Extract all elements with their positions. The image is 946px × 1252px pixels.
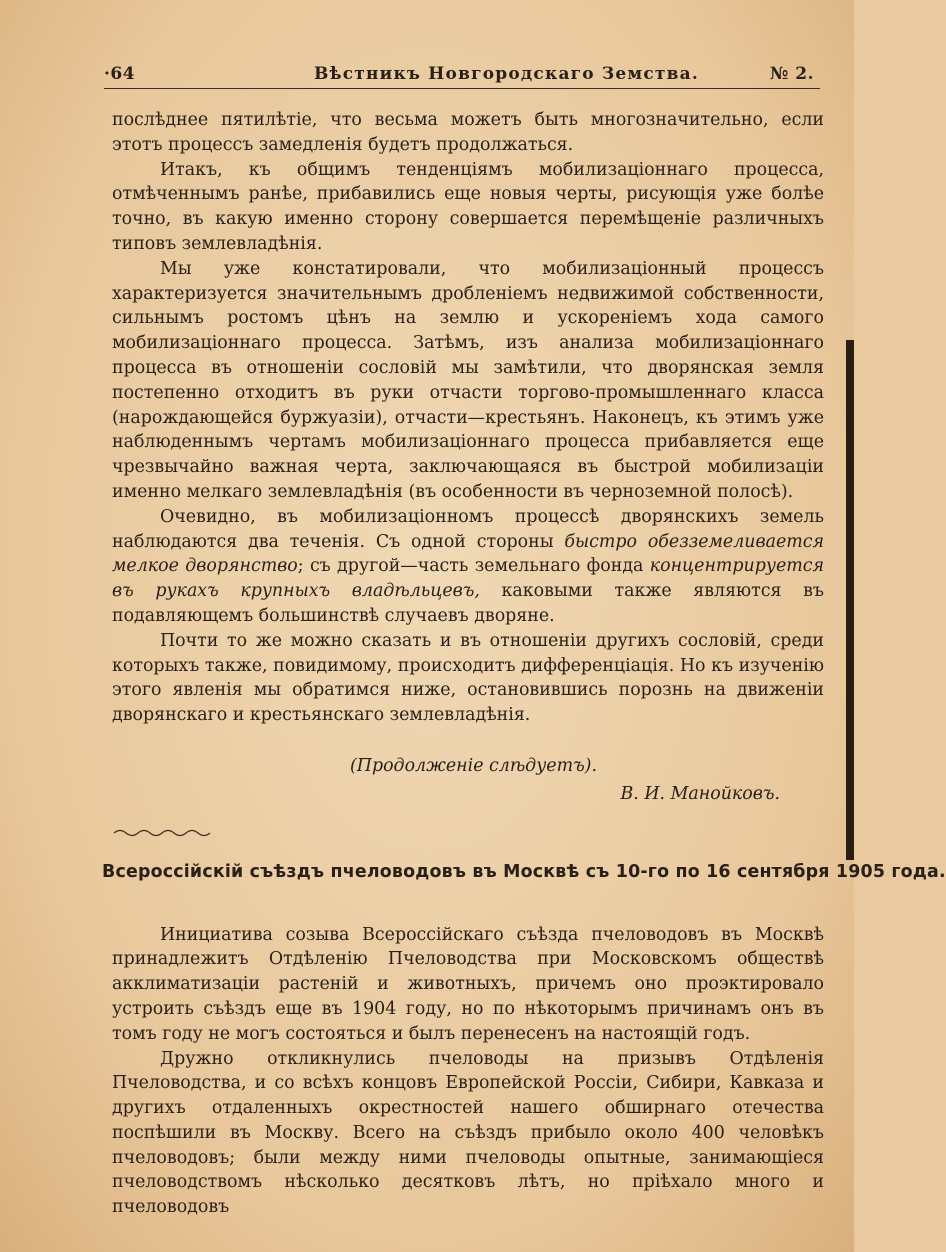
text-run: каковыми также являются въ подавляющемъ большинствѣ случаевъ дворяне. [112,581,824,626]
emphasis-text: концентрируется въ рукахъ крупныхъ владѣльцевъ, [112,556,824,602]
paragraph: Итакъ, къ общимъ тенденціямъ мобилизаціоннаго процесса, отмѣченнымъ ранѣе, прибавились еще новыя черты, рисующія уже болѣе точно, въ какую именно сторону совершается перемѣщеніе различныхъ типовъ землевладѣнія. [112,159,824,254]
text-run: ; съ другой—часть земельнаго фонда [297,556,650,577]
continuation-note: (Продолженіе слѣдуетъ). [350,755,597,776]
paragraph: Почти то же можно сказать и въ отношеніи другихъ сословій, среди которыхъ также, повидимому, происходитъ дифференціація. Но къ изученію этого явленія мы обратимся ниже, остановившись порознь на движеніи дворянскаго и крестьянскаго землевладѣнія. [112,630,824,726]
paragraph: Инициатива созыва Всероссійскаго съѣзда пчеловодовъ въ Москвѣ принадлежитъ Отдѣленію Пчеловодства при Московскомъ обществѣ акклиматизаціи растеній и животныхъ, причемъ оно проэктировало устроить съѣздъ еще въ 1904 году, но по нѣкоторымъ причинамъ онъ въ томъ году не могъ состояться и былъ перенесенъ на настоящій годъ. [112,924,824,1044]
signature-block [112,752,824,808]
issue-number: № 2. [769,64,814,84]
page-body [102,108,946,1220]
running-header [104,60,820,89]
paragraph: Мы уже констатировали, что мобилизаціонный процессъ характеризуется значительнымъ дробленіемъ недвижимой собственности, сильнымъ ростомъ цѣнъ на землю и ускореніемъ хода самого мобилизаціоннаго процесса. Затѣмъ, изъ анализа мобилизаціоннаго процесса въ отношеніи сословій мы замѣтили, что дворянская земля постепенно отходитъ въ руки отчасти торгово-промышленнаго класса (нарождающейся буржуазіи), отчасти—крестьянъ. Наконецъ, къ этимъ уже наблюденнымъ чертамъ мобилизаціоннаго процесса прибавляется еще чрезвычайно важная черта, заключающаяся въ быстрой мобилизаціи именно мелкаго землевладѣнія (въ особенности въ черноземной полосѣ). [112,258,824,502]
paragraph-with-emphasis [112,505,824,629]
article-title: Всероссійскій съѣздъ пчеловодовъ въ Москвѣ съ 10-го по 16 сентября 1905 года. [102,861,946,882]
section-divider-ornament [112,828,212,838]
paragraph: Дружно откликнулись пчеловоды на призывъ Отдѣленія Пчеловодства, и со всѣхъ концовъ Европейской Россіи, Сибири, Кавказа и другихъ отдаленныхъ окрестностей нашего обширнаго отечества поспѣшили въ Москву. Всего на съѣздъ прибыло около 400 человѣкъ пчеловодовъ; были между ними пчеловоды опытные, занимающіеся пчеловодствомъ нѣсколько десятковъ лѣтъ, но пріѣхало много и пчеловодовъ [112,1048,824,1218]
text-run: Очевидно, въ мобилизаціонномъ процессѣ дворянскихъ земель наблюдаются два теченія. Съ одной стороны [112,506,824,552]
paragraph: послѣднее пятилѣтіе, что весьма можетъ быть многозначительно, если этотъ процессъ замедленія будетъ продолжаться. [112,110,824,155]
author-name: В. И. Манойковъ. [620,783,780,804]
book-spine-shadow [846,340,854,860]
emphasis-text: быстро обезземеливается мелкое дворянство [112,531,824,577]
page-number: ·64 [104,64,136,84]
journal-title: Вѣстникъ Новгородскаго Земства. [314,64,700,84]
